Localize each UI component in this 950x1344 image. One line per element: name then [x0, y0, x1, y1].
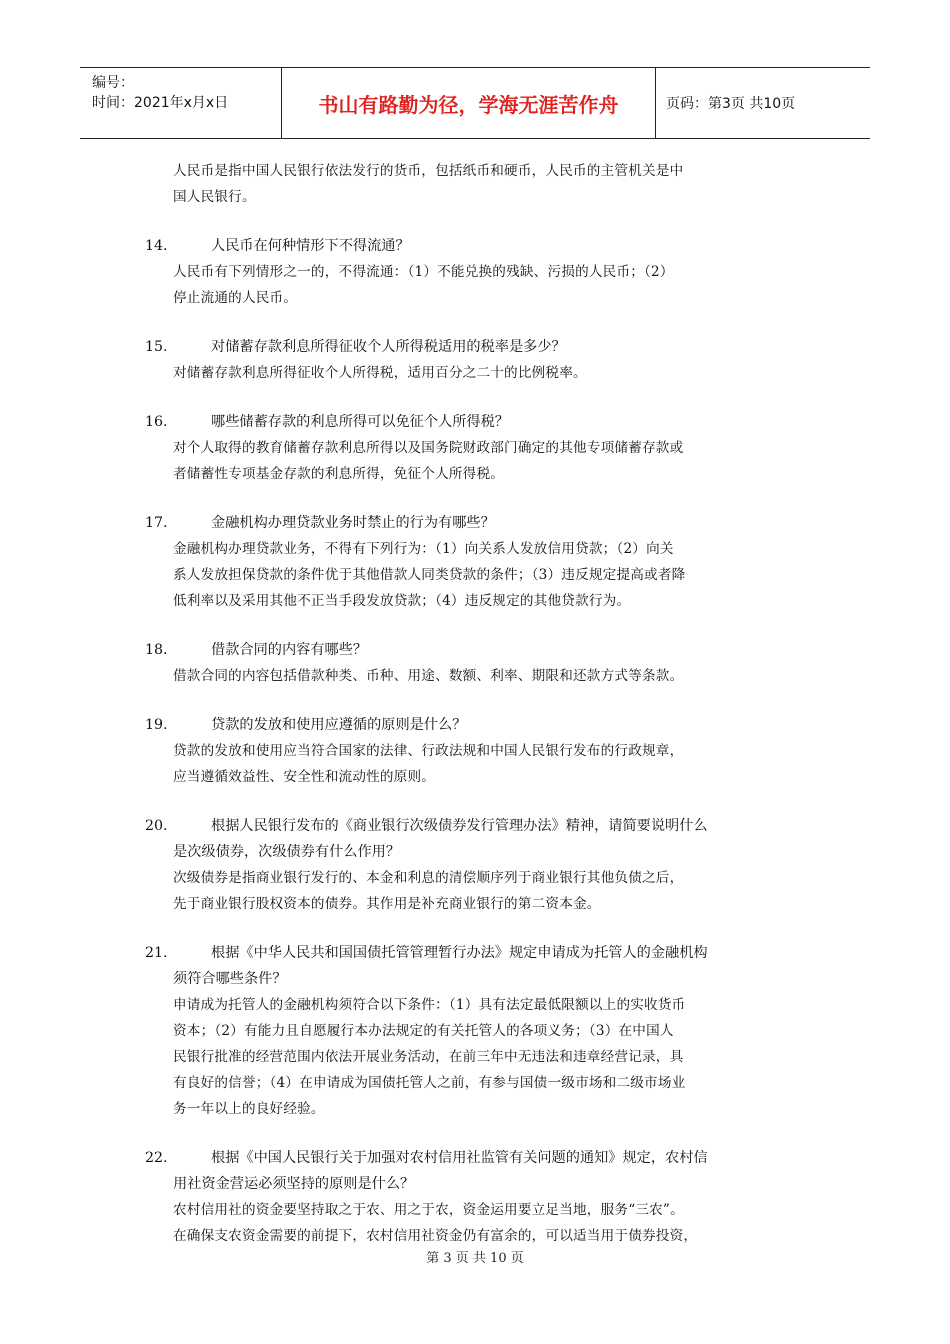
- answer-line: 资本；（2）有能力且自愿履行本办法规定的有关托管人的各项义务；（3）在中国人: [173, 1023, 674, 1039]
- qa-item: [145, 940, 815, 1122]
- header-page-info: 页码：第3页 共10页: [666, 96, 796, 112]
- question-number: 14.: [145, 238, 168, 254]
- header-motto: 书山有路勤为径，学海无涯苦作舟: [282, 68, 656, 138]
- question-line: [145, 966, 815, 992]
- answer-paragraph: [145, 536, 815, 614]
- qa-item: [145, 813, 815, 917]
- question-number: 15.: [145, 339, 168, 355]
- qa-item: [145, 637, 815, 689]
- answer-line: 应当遵循效益性、安全性和流动性的原则。: [173, 769, 436, 785]
- document-body: [145, 158, 815, 1249]
- question-number: 17.: [145, 515, 168, 531]
- answer-line: 对储蓄存款利息所得征收个人所得税，适用百分之二十的比例税率。: [173, 365, 587, 381]
- question-text: 借款合同的内容有哪些？: [211, 642, 368, 658]
- question-line: [145, 839, 815, 865]
- answer-line: 有良好的信誉；（4）在申请成为国债托管人之前，有参与国债一级市场和二级市场业: [173, 1075, 686, 1091]
- answer-line: 对个人取得的教育储蓄存款利息所得以及国务院财政部门确定的其他专项储蓄存款或: [173, 440, 684, 456]
- question-text: 用社资金营运必须坚持的原则是什么？: [173, 1176, 415, 1192]
- question-number: 19.: [145, 717, 168, 733]
- answer-paragraph: [145, 992, 815, 1122]
- answer-line: 者储蓄性专项基金存款的利息所得，免征个人所得税。: [173, 466, 505, 482]
- question-line: [145, 712, 815, 738]
- question-number: 22.: [145, 1150, 168, 1166]
- question-line: [145, 409, 815, 435]
- question-line: [145, 510, 815, 536]
- question-text: 人民币在何种情形下不得流通？: [211, 238, 410, 254]
- qa-item: [145, 334, 815, 386]
- header-meta: [80, 68, 282, 138]
- answer-line: 民银行批准的经营范围内依法开展业务活动，在前三年中无违法和违章经营记录，具: [173, 1049, 684, 1065]
- question-line: [145, 233, 815, 259]
- answer-line: 系人发放担保贷款的条件优于其他借款人同类贷款的条件；（3）违反规定提高或者降: [173, 567, 686, 583]
- question-text: 根据《中国人民银行关于加强对农村信用社监管有关问题的通知》规定，农村信: [211, 1150, 708, 1166]
- question-text: 贷款的发放和使用应遵循的原则是什么？: [211, 717, 467, 733]
- question-number: [145, 966, 173, 992]
- question-number: 18.: [145, 642, 168, 658]
- question-text: 根据《中华人民共和国国债托管管理暂行办法》规定申请成为托管人的金融机构: [211, 945, 708, 961]
- page-header: [80, 67, 870, 139]
- answer-paragraph: [145, 1197, 815, 1249]
- answer-line: 借款合同的内容包括借款种类、币种、用途、数额、利率、期限和还款方式等条款。: [173, 668, 684, 684]
- qa-list: [145, 233, 815, 1249]
- qa-item: [145, 233, 815, 311]
- answer-line: 农村信用社的资金要坚持取之于农、用之于农，资金运用要立足当地，服务“三农”。: [173, 1202, 684, 1218]
- qa-item: [145, 409, 815, 487]
- answer-paragraph: [145, 865, 815, 917]
- question-text: 是次级债券，次级债券有什么作用？: [173, 844, 401, 860]
- answer-paragraph: [145, 663, 815, 689]
- qa-item: [145, 1145, 815, 1249]
- answer-line: 次级债券是指商业银行发行的、本金和利息的清偿顺序列于商业银行其他负债之后，: [173, 870, 684, 886]
- answer-line: 人民币有下列情形之一的，不得流通：（1）不能兑换的残缺、污损的人民币；（2）: [173, 264, 674, 280]
- qa-item: [145, 510, 815, 614]
- answer-line: 先于商业银行股权资本的债券。其作用是补充商业银行的第二资本金。: [173, 896, 601, 912]
- question-number: 16.: [145, 414, 168, 430]
- question-number: 20.: [145, 818, 168, 834]
- answer-paragraph: [145, 259, 815, 311]
- question-text: 对储蓄存款利息所得征收个人所得税适用的税率是多少？: [211, 339, 566, 355]
- answer-line: 贷款的发放和使用应当符合国家的法律、行政法规和中国人民银行发布的行政规章，: [173, 743, 684, 759]
- intro-paragraph: [145, 158, 815, 210]
- answer-line: 务一年以上的良好经验。: [173, 1101, 325, 1117]
- answer-line: 低利率以及采用其他不正当手段发放贷款；（4）违反规定的其他贷款行为。: [173, 593, 631, 609]
- page-footer: 第 3 页 共 10 页: [426, 1251, 524, 1266]
- question-line: [145, 813, 815, 839]
- question-number: [145, 839, 173, 865]
- question-number: 21.: [145, 945, 168, 961]
- answer-line: 金融机构办理贷款业务，不得有下列行为：（1）向关系人发放信用贷款；（2）向关: [173, 541, 674, 557]
- question-text: 金融机构办理贷款业务时禁止的行为有哪些？: [211, 515, 495, 531]
- question-text: 哪些储蓄存款的利息所得可以免征个人所得税？: [211, 414, 509, 430]
- question-line: [145, 940, 815, 966]
- answer-paragraph: [145, 435, 815, 487]
- question-line: [145, 1171, 815, 1197]
- answer-line: 停止流通的人民币。: [173, 290, 298, 306]
- question-line: [145, 334, 815, 360]
- question-text: 须符合哪些条件？: [173, 971, 287, 987]
- answer-line: 在确保支农资金需要的前提下，农村信用社资金仍有富余的，可以适当用于债券投资，: [173, 1228, 698, 1244]
- intro-line: 国人民银行。: [173, 189, 256, 205]
- question-number: [145, 1171, 173, 1197]
- answer-paragraph: [145, 738, 815, 790]
- answer-paragraph: [145, 360, 815, 386]
- intro-line: 人民币是指中国人民银行依法发行的货币，包括纸币和硬币，人民币的主管机关是中: [173, 163, 684, 179]
- number-label: 编号：: [92, 75, 134, 91]
- time-label: 时间：2021年x月x日: [92, 95, 229, 111]
- question-line: [145, 637, 815, 663]
- question-text: 根据人民银行发布的《商业银行次级债券发行管理办法》精神，请简要说明什么: [211, 818, 708, 834]
- answer-line: 申请成为托管人的金融机构须符合以下条件：（1）具有法定最低限额以上的实收货币: [173, 997, 686, 1013]
- qa-item: [145, 712, 815, 790]
- question-line: [145, 1145, 815, 1171]
